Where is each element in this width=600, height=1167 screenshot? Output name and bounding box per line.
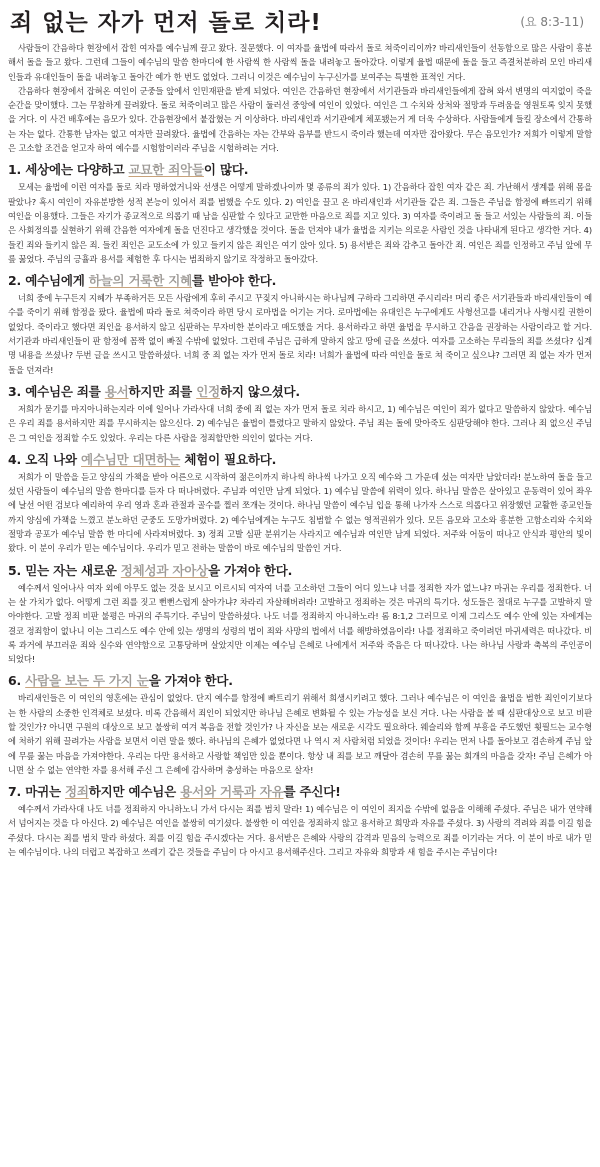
section-7-heading: 7. 마귀는 정죄하지만 예수님은 용서와 거룩과 자유를 주신다!: [8, 784, 341, 800]
section-3-text: 저희가 묻기를 마지아니하는지라 이에 일어나 가라사대 너희 중에 죄 없는 자가 먼저 돌로 치라 하시고, 1) 예수님은 여인이 죄가 없다고 말씀하지 않았다. 예수님은 우리 죄를 용서하지만 죄를 무시하지는 않으신다. 2) 예수님은 율법이 틀렸다고 말하지 않았다. 주님 죄는 돌에 맞아죽도 심판당해야 한다. 그러나 죄 없으신 주님은 그 여인을 정죄할 수도 있었다. 우리는 다른 사람을 정죄할만한 의인이 없다는 거다.: [8, 403, 592, 443]
section-5-text: 예수께서 일어나사 여자 외에 아무도 없는 것을 보시고 이르시되 여자여 너를 고소하던 그들이 어디 있느냐 너를 정죄한 자가 없느냐? 마귀는 우리를 정죄한다. 너는 살 가치가 없다. 어떻게 그런 죄를 짓고 뻔뻔스럽게 살아가냐? 차라리 자살해버려라! 고발하고 정죄하는 것은 마귀의 특기다. 성도들은 절대로 누구를 고발하지 말아야한다. 고발 정죄 비판 불평은 마귀의 주특기다. 주님이 말씀하셨다. 나도 너를 정죄하지 아니하노라! 롬 8:1,2 그러므로 이제 그리스도 예수 안에 있는 자에게는 결코 정죄함이 없나니 이는 그리스도 예수 안에 있는 생명의 성령의 법이 죄와 사망의 법에서 너를 해방하였음이라! 나를 정죄하고 죽이려던 마귀세력은 떠나갔다. 비록 과거에 부끄러운 죄와 실수와 연약함으로 고통당하며 살았지만 이제는 예수님 은혜로 나에게서 저주와 죽음은 다 떠나갔다. 나는 하나님 사랑과 축복의 주인공이 되었다!: [8, 582, 592, 665]
page-title: 죄 없는 자가 먼저 돌로 치라!: [10, 10, 322, 36]
section-5-highlight: 정체성과 자아상: [120, 562, 209, 578]
section-7: [8, 782, 592, 859]
section-4-heading: 4. 오직 나와 예수님만 대면하는 체험이 필요하다.: [8, 451, 277, 467]
section-4-text: 저희가 이 말씀을 듣고 양심의 가책을 받아 어른으로 시작하여 젊은이까지 하나씩 하나씩 나가고 오직 예수와 그 가운데 섰는 여자만 남았더라! 분노하여 돌을 들고 섰던 사람들이 예수님의 말씀 한마디를 듣자 다 떠나버렸다. 주님과 여인만 남게 되었다. 1) 예수님 말씀에 위력이 있다. 하나님 말씀은 살아있고 운동력이 있어 좌우에 날선 어떤 검보다 예리하여 우리 영과 혼과 관절과 골수를 찔러 쪼개는 것이다. 하나님 말씀이 예수님 입을 통해 나가자 스스로 의롭다고 위장했던 교활한 종교인들까지 양심에 가책을 느꼈고 분노하던 군중도 도망가버렸다. 2) 예수님에게는 누구도 침범할 수 없는 영적권위가 있다. 모든 음모와 고소와 흥분한 고함소리와 수치와 절망과 공포가 예수님 말씀 한 마디에 사라져버렸다. 3) 정죄 고발 심판 분위기는 사라지고 예수님과 여인만 남게 되었다. 저주와 어둠이 떠나고 안식과 평안의 빛이 왔다. 이 분이 우리가 믿는 예수님이다. 우리가 믿고 전하는 말씀이 바로 예수님의 말씀인 거다.: [8, 471, 592, 554]
section-4-highlight: 예수님만 대면하는: [81, 451, 181, 467]
intro: [8, 41, 592, 155]
section-7-text: 예수께서 가라사대 나도 너를 정죄하지 아니하노니 가서 다시는 죄를 범치 말라! 1) 예수님은 이 여인이 죄지을 수밖에 없음을 이해해 주셨다. 주님은 내가 연약해서 넘어지는 것을 다 아신다. 2) 예수님은 여인을 불쌍히 여기셨다. 불쌍한 이 여인을 정죄하지 않고 용서하고 희망과 자유를 주셨다. 3) 사랑의 격려와 죄를 이길 힘을 주셨다. 다시는 죄를 범치 말라 하셨다. 죄를 이길 힘을 주시겠다는 거다. 용서받은 은혜와 사랑의 감격과 믿음의 능력으로 죄를 이기라는 거다. 이 분이 바로 내가 믿는 예수님이다. 나의 더럽고 복잡하고 쓰레기 같은 것들을 주님이 다 아시고 용서해주신다. 그리고 자유와 희망과 새 힘을 주시는 주님이다!: [8, 804, 592, 858]
section-1-highlight: 교묘한 죄악들: [128, 162, 204, 178]
section-2: [8, 271, 592, 377]
section-2-highlight: 하늘의 거룩한 지혜: [88, 273, 193, 289]
section-6-highlight: 사람을 보는 두 가지 눈: [25, 673, 149, 689]
section-6-text: 바리새인들은 이 여인의 영혼에는 관심이 없었다. 단지 예수를 함정에 빠트리기 위해서 희생시키려고 했다. 그러나 예수님은 이 여인을 율법을 범한 죄인이기보다는 한 사람의 소중한 인격체로 보셨다. 비록 간음해서 죄인이 되었지만 하나님 은혜로 변화될 수 있는 가능성을 보신 거다. 나는 사람을 볼 때 심판대상으로 보고 비판할 것인가? 아니면 구원의 대상으로 보고 불쌍히 여겨 복음을 전할 것인가? 나 자신을 보는 새로운 시각도 필요하다. 웨슬리와 함께 부흥을 주도했던 휫필드는 교수형에 처하기 위해 끌려가는 사람을 보면서 이런 말을 했다. 하나님의 은혜가 없었다면 나 역시 저 사람처럼 되었을 것이다! 우리는 먼저 나를 돌아보고 겸손하게 주님 앞에 무릎 꿇는 마음을 가져야한다. 우리는 다만 용서하고 사랑할 책임만 있을 뿐이다. 항상 내 죄를 보고 깨달아 겸손히 무릎 꿇는 회개의 마음을 갖자! 주님 은혜가 아니면 살 수 없는 연약한 자를 용서해 주신 그 은혜에 감사하며 충성하는 마음으로 살자!: [8, 693, 592, 775]
section-1-text: 모세는 율법에 이런 여자를 돌로 치라 명하였거니와 선생은 어떻게 말하겠나이까 몇 종류의 죄가 있다. 1) 간음하다 잡힌 여자 같은 죄. 가난해서 생계를 위해 몸을 팔았나? 혹시 여인이 자유분방한 성적 본능이 있어서 죄를 범했을 수도 있다. 2) 여인을 끌고 온 바리새인과 서기관들 같은 죄. 그들은 주님을 함정에 빠뜨리기 위해 여인을 이용했다. 그들은 자기가 종교적으로 의롭기 때 남을 심판할 수 있다고 교만한 마음으로 죄를 지고 있다. 3) 여자를 죽이려고 돌 들고 서있는 사람들의 죄. 이들은 사회정의를 실현하기 위해 간음한 여자에게 돌을 던진다고 생각했을 것이다. 돌을 던져야 내가 율법을 지키는 의로운 사람인 것을 나타내게 된다고 생각한 거다. 4) 들킨 죄와 들키지 않은 죄. 들킨 죄인은 교도소에 가 있고 들키지 않은 죄인은 여기 앉아 있다. 5) 용서받은 죄와 감추고 돌아간 죄. 여인은 죄를 인정하고 주님 앞에 무릎 꿇었다. 주님의 긍휼과 용서를 체험한 후 다시는 범죄하지 않기로 작정하고 돌아갔다.: [8, 182, 592, 264]
section-3-highlight-2: 인정: [196, 383, 220, 399]
section-3-heading: 3. 예수님은 죄를 용서하지만 죄를 인정하지 않으셨다.: [8, 383, 300, 399]
section-1-heading: 1. 세상에는 다양하고 교묘한 죄악들이 많다.: [8, 162, 249, 178]
section-1: [8, 160, 592, 266]
section-3: [8, 382, 592, 445]
section-7-highlight-2: 용서와 거룩과 자유: [180, 784, 284, 800]
header: [8, 0, 592, 38]
section-2-text: 너희 중에 누구든지 지혜가 부족하거든 모든 사람에게 후히 주시고 꾸짖지 아니하시는 하나님께 구하라 그리하면 주시리라! 머리 좋은 서기관들과 바리새인들이 예수를 죽이기 위해 함정을 팠다. 율법에 따라 돌로 쳐죽이라 하면 당시 로마법을 어기는 거다. 로마법에는 유대인은 누구에게도 사형선고를 내리거나 사형시킬 권한이 없었다. 죽이라고 했다면 죄인을 용서하지 않고 심판하는 무자비한 분이라고 매도했을 거다. 용서하라고 하면 율법을 무시하고 간음을 권장하는 사람이라고 할 거다. 서기관과 바리새인들이 판 함정에 꼼짝 없이 빠질 수밖에 없었다. 그런데 주님은 급하게 말하지 않고 땅에 글을 쓰셨다. 여자를 고소하는 무리들의 죄를 쓰셨다? 십계명 내용을 쓰셨나? 두번 글을 쓰시고 말씀하셨다. 너희 중 죄 없는 자가 먼저 돌로 치라! 너희가 율법에 따라 여인을 돌로 쳐 죽이고 싶으냐? 그러면 죄 없는 자가 먼저 돌을 던져라!: [8, 293, 592, 375]
section-5: [8, 561, 592, 667]
section-6-heading: 6. 사람을 보는 두 가지 눈을 가져야 한다.: [8, 673, 233, 689]
intro-paragraph-2: 간음하다 현장에서 잡혀온 여인이 군중들 앞에서 인민재판을 받게 되었다. 여인은 간음하던 현장에서 서기관들과 바리새인들에게 잡혀 와서 변명의 여지없이 죽을 순간을 맞이했다. 그는 무참하게 끌려왔다. 돌로 쳐죽이려고 많은 사람이 둘러선 중앙에 여인이 있었다. 여인은 그 수치와 상처와 절망과 두려움을 영원토록 잊지 못했을 거다. 이 사건 배후에는 음모가 있다. 간음현장에서 붙잡혔는 거 이상하다. 바리새인과 서기관에게 체포됐는거 게 더욱 수상하다. 사람들에게 들킬 장소에서 간통하는 자는 없다. 간통한 남자는 없고 여자만 끌려왔다. 율법에 간음하는 자는 간부와 음부를 반드시 죽이라 했는데 여자만 잡아왔다. 무슨 음모인가? 저희가 이렇게 말함은 고소할 조건을 얻고자 하여 예수를 시험함이러라 주님을 시험하려는 거다.: [8, 85, 592, 154]
section-6: [8, 671, 592, 777]
section-4: [8, 450, 592, 556]
scripture-reference: (요 8:3-11): [520, 15, 584, 29]
section-7-highlight: 정죄: [64, 784, 89, 800]
intro-paragraph-1: 사람들이 간음하다 현장에서 잡힌 여자를 예수님께 끌고 왔다. 질문했다. 이 여자를 율법에 따라서 돌로 쳐죽이리이까? 바리새인들이 선동함으로 많은 사람이 흥분해서 돌을 들고 왔다. 그런데 그들이 예수님의 말씀 한마디에 한 사람씩 한 사람씩 돌을 내려놓고 돌아갔다. 이렇게 율법 때문에 돌을 들고 즉결처분하려 모인 바리새인들과 유대인들이 돌을 내려놓고 돌아간 예가 한 번도 없었다. 그러니 이것은 예수님이 누구신가를 보여주는 특별한 표적인 거다.: [8, 43, 592, 82]
section-2-heading: 2. 예수님에게 하늘의 거룩한 지혜를 받아야 한다.: [8, 273, 277, 289]
section-3-highlight: 용서: [104, 383, 129, 399]
section-5-heading: 5. 믿는 자는 새로운 정체성과 자아상을 가져야 한다.: [8, 562, 293, 578]
